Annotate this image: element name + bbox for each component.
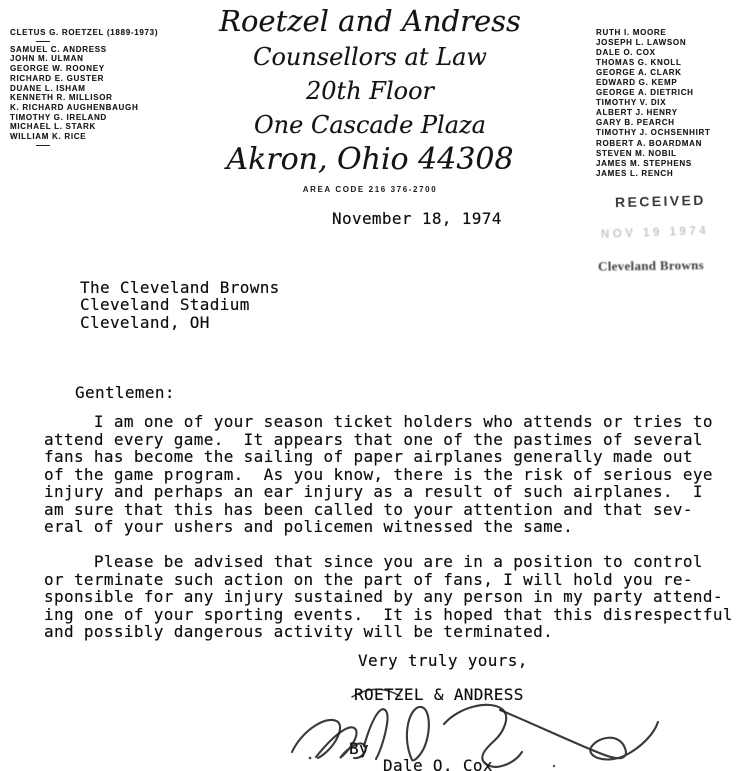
body-line: am sure that this has been called to your attention and that sev- xyxy=(44,499,693,519)
recipient-address-line: The Cleveland Browns xyxy=(80,278,280,297)
attorney-name: GEORGE A. DIETRICH xyxy=(596,88,694,98)
recipient-address-line: Cleveland Stadium xyxy=(80,295,250,315)
attorney-name: WILLIAM K. RICE xyxy=(10,132,87,142)
attorney-name: DUANE L. ISHAM xyxy=(10,83,86,93)
salutation: Gentlemen: xyxy=(75,383,175,402)
recipient-address-line: Cleveland, OH xyxy=(80,312,210,332)
attorney-name: TIMOTHY J. OCHSENHIRT xyxy=(596,128,711,138)
attorney-name: K. RICHARD AUGHENBAUGH xyxy=(10,102,139,112)
divider-rule xyxy=(36,145,50,146)
body-paragraph-2 xyxy=(44,553,733,641)
body-line: and possibly dangerous activity will be terminated. xyxy=(44,622,554,641)
firm-city-line: Akron, Ohio 44308 xyxy=(226,142,514,177)
body-line: sponsible for any injury sustained by any person in my party attend- xyxy=(44,587,723,606)
body-line: fans has become the sailing of paper airplanes generally made out xyxy=(44,447,693,466)
attorney-name: GARY B. PEARCH xyxy=(596,118,675,128)
attorney-name: GEORGE A. CLARK xyxy=(596,68,682,78)
attorney-name: KENNETH R. MILLISOR xyxy=(10,93,113,103)
body-line: Please be advised that since you are in a position to control xyxy=(44,552,703,571)
body-line: eral of your ushers and policemen witnessed the same. xyxy=(44,517,574,536)
attorney-name: THOMAS G. KNOLL xyxy=(596,58,682,68)
body-line: attend every game. It appears that one of the pastimes of several xyxy=(44,429,703,449)
attorney-list-right xyxy=(596,28,711,179)
attorney-name: TIMOTHY G. IRELAND xyxy=(10,112,107,122)
received-stamp-org: Cleveland Browns xyxy=(597,257,705,274)
signature-stroke xyxy=(500,710,658,759)
recipient-address-block xyxy=(80,279,280,331)
attorney-list-left xyxy=(10,28,158,149)
received-stamp-date: NOV 19 1974 xyxy=(600,225,710,241)
attorney-name: STEVEN M. NOBIL xyxy=(596,148,677,158)
attorney-name: JAMES M. STEPHENS xyxy=(596,158,692,168)
firm-floor: 20th Floor xyxy=(306,77,434,105)
closing-firm-name: ROETZEL & ANDRESS xyxy=(354,685,524,704)
handwritten-signature xyxy=(278,678,678,771)
attorney-name: GEORGE W. ROONEY xyxy=(10,64,105,74)
firm-phone: AREA CODE 216 376-2700 xyxy=(302,185,438,194)
firm-street-address: One Cascade Plaza xyxy=(254,111,486,139)
letterhead-firm-block xyxy=(190,0,550,194)
body-paragraph-1 xyxy=(44,413,713,536)
ink-dot xyxy=(309,757,312,760)
divider-rule xyxy=(36,41,50,42)
body-line: or terminate such action on the part of fans, I will hold you re- xyxy=(44,569,693,589)
attorney-name: EDWARD G. KEMP xyxy=(596,78,678,88)
letter-date: November 18, 1974 xyxy=(332,209,502,228)
attorney-name: JAMES L. RENCH xyxy=(596,168,674,178)
attorney-list-left-names xyxy=(10,45,158,142)
signature-stroke xyxy=(364,709,387,759)
body-line: ing one of your sporting events. It is hoped that this disrespectful xyxy=(44,604,733,624)
attorney-name: JOHN M. ULMAN xyxy=(10,54,84,64)
firm-name: Roetzel and Andress xyxy=(219,4,521,38)
body-line: of the game program. As you know, there is the risk of serious eye xyxy=(44,464,713,484)
signature-arc xyxy=(352,689,400,697)
valediction: Very truly yours, xyxy=(358,651,528,670)
firm-subtitle: Counsellors at Law xyxy=(253,43,487,71)
attorney-name: TIMOTHY V. DIX xyxy=(596,98,667,108)
attorney-name: RUTH I. MOORE xyxy=(596,28,667,37)
body-line: I am one of your season ticket holders who attends or tries to xyxy=(44,412,713,431)
attorney-name-founder: CLETUS G. ROETZEL (1889-1973) xyxy=(10,28,159,37)
body-line: injury and perhaps an ear injury as a result of such airplanes. I xyxy=(44,482,703,501)
by-label: By xyxy=(349,739,369,758)
attorney-name: RICHARD E. GUSTER xyxy=(10,73,105,83)
signature-stroke xyxy=(407,707,429,761)
attorney-name: ROBERT A. BOARDMAN xyxy=(596,138,703,148)
received-stamp-text: RECEIVED xyxy=(614,191,706,211)
attorney-name: JOSEPH L. LAWSON xyxy=(596,38,687,48)
attorney-name: MICHAEL L. STARK xyxy=(10,122,97,132)
attorney-name: DALE O. COX xyxy=(596,48,656,58)
signer-typed-name: Dale O. Cox xyxy=(383,756,493,771)
attorney-name: SAMUEL C. ANDRESS xyxy=(10,44,107,54)
attorney-name: ALBERT J. HENRY xyxy=(596,108,678,118)
ink-dot xyxy=(553,765,555,767)
